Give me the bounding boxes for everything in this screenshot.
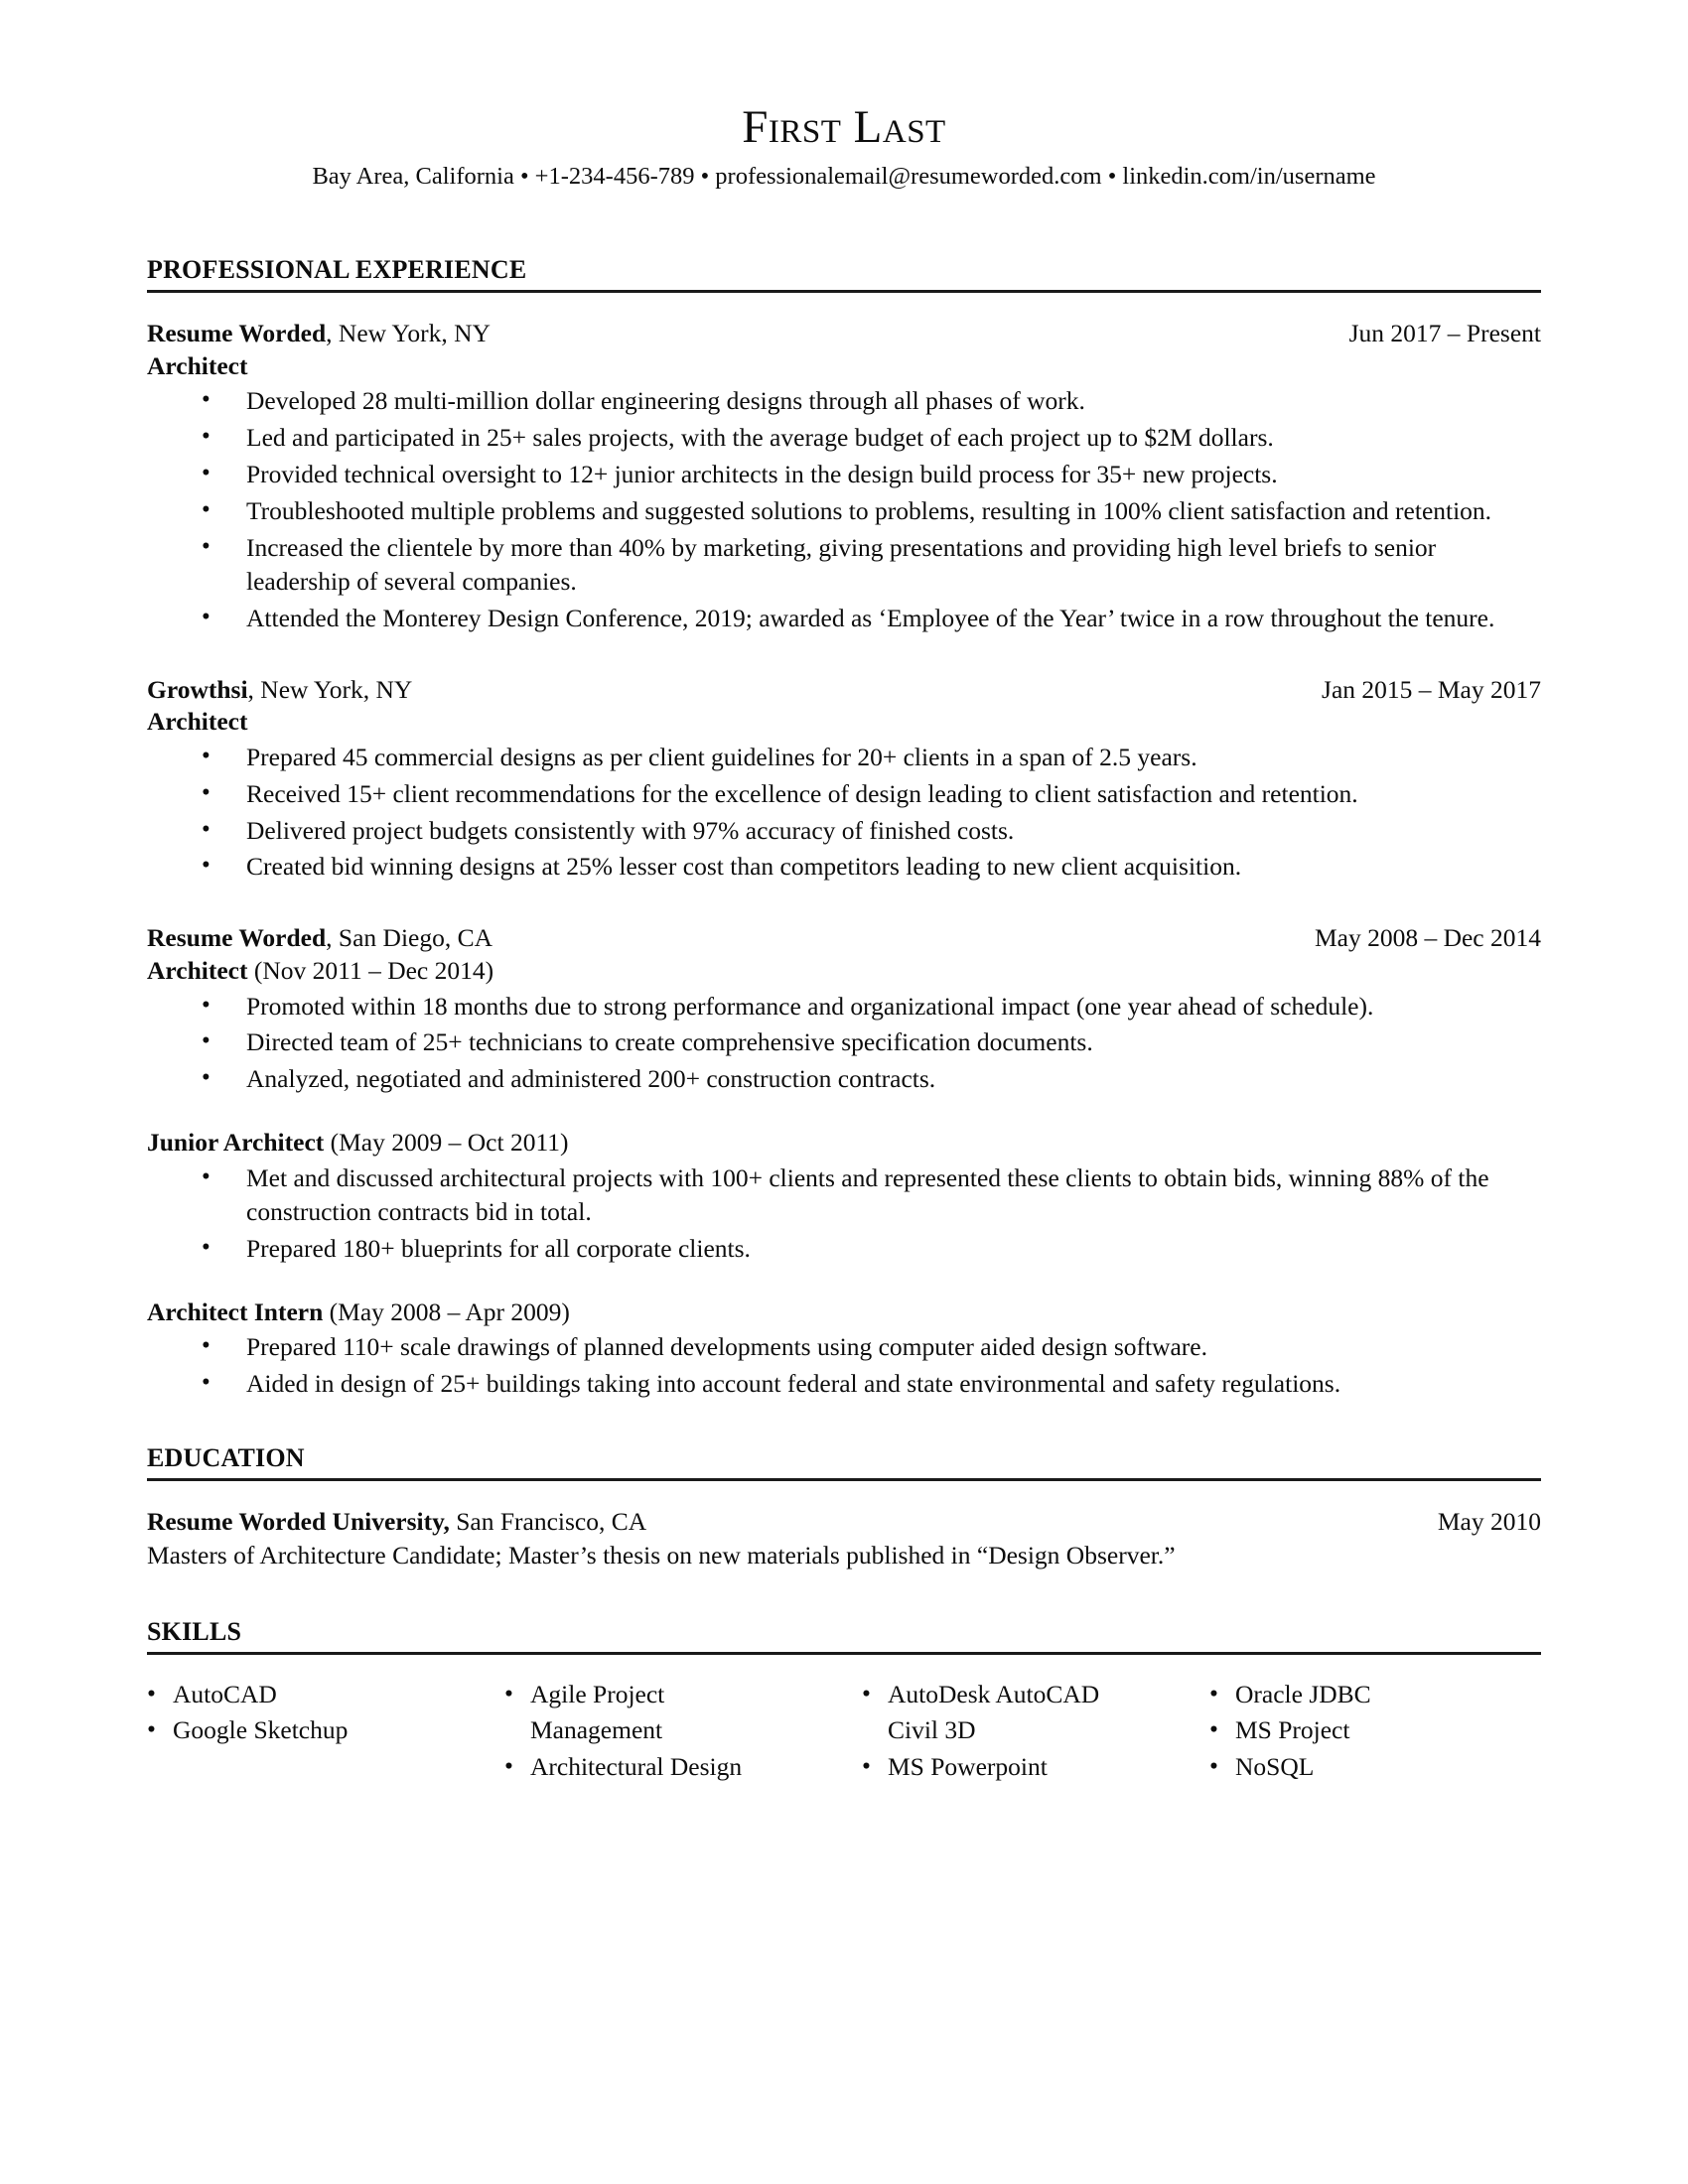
education-section xyxy=(147,1444,1541,1571)
section-heading-skills: SKILLS xyxy=(147,1617,242,1647)
skill-item-continuation: Civil 3D xyxy=(888,1715,976,1745)
job-title xyxy=(147,1128,1541,1159)
section-divider xyxy=(147,1652,1541,1655)
skill-item: • MS Powerpoint xyxy=(862,1750,1209,1784)
section-heading-education: EDUCATION xyxy=(147,1443,305,1472)
school-location: San Francisco, CA xyxy=(449,1506,647,1536)
bullet-item: • Led and participated in 25+ sales projects, with the average budget of each project up to $2M dollars. xyxy=(147,421,1541,455)
job-title xyxy=(147,956,1541,987)
job-title-text: Architect xyxy=(147,707,248,737)
experience-dates: May 2008 – Dec 2014 xyxy=(1314,923,1541,953)
bullet-item: • Prepared 180+ blueprints for all corporate clients. xyxy=(147,1232,1541,1266)
job-title-dates: (May 2009 – Oct 2011) xyxy=(324,1128,569,1158)
job-title-dates: (Nov 2011 – Dec 2014) xyxy=(247,955,494,985)
job-title-text: Architect Intern xyxy=(147,1297,324,1326)
experience-bullets xyxy=(147,384,1541,634)
skills-column xyxy=(147,1678,504,1786)
education-entry xyxy=(147,1507,1541,1572)
job-title xyxy=(147,707,1541,738)
company-name: Growthsi xyxy=(147,674,248,704)
bullet-item: • Created bid winning designs at 25% lesser cost than competitors leading to new client acquisition. xyxy=(147,850,1541,884)
bullet-item: • Attended the Monterey Design Conference, 2019; awarded as ‘Employee of the Year’ twice in a row throughout the tenure. xyxy=(147,602,1541,635)
section-heading-experience: PROFESSIONAL EXPERIENCE xyxy=(147,255,527,285)
experience-entry-header xyxy=(147,319,1541,349)
skills-column xyxy=(1209,1678,1527,1786)
skill-item: • MS Project xyxy=(1209,1713,1527,1747)
bullet-item: • Aided in design of 25+ buildings taking into account federal and state environmental and safety regulations. xyxy=(147,1367,1541,1401)
school-name: Resume Worded University, xyxy=(147,1506,450,1536)
experience-entry-header xyxy=(147,675,1541,706)
experience-entry xyxy=(147,923,1541,1401)
experience-subrole xyxy=(147,1297,1541,1401)
contact-line: Bay Area, California • +1-234-456-789 • professionalemail@resumeworded.com • linkedin.com/in/username xyxy=(312,162,1376,190)
candidate-name: First Last xyxy=(742,101,946,153)
skill-item: • Agile Project xyxy=(504,1678,862,1711)
skill-item: • AutoCAD xyxy=(147,1678,504,1711)
skill-item: • NoSQL xyxy=(1209,1750,1527,1784)
education-entry-header xyxy=(147,1507,1541,1538)
bullet-item: • Increased the clientele by more than 40% by marketing, giving presentations and providing high level briefs to senior leadership of several companies. xyxy=(147,531,1541,599)
education-dates: May 2010 xyxy=(1437,1506,1541,1536)
bullet-item: • Directed team of 25+ technicians to create comprehensive specification documents. xyxy=(147,1025,1541,1059)
job-title-dates: (May 2008 – Apr 2009) xyxy=(323,1297,570,1326)
job-title xyxy=(147,1297,1541,1328)
company-location: , New York, NY xyxy=(326,319,491,348)
skill-item: • AutoDesk AutoCAD xyxy=(862,1678,1209,1711)
experience-bullets xyxy=(147,741,1541,885)
bullet-item: • Troubleshooted multiple problems and suggested solutions to problems, resulting in 100% client satisfaction and retention. xyxy=(147,494,1541,528)
experience-org xyxy=(147,923,492,954)
bullet-item: • Provided technical oversight to 12+ junior architects in the design build process for 35+ new projects. xyxy=(147,458,1541,491)
education-detail: Masters of Architecture Candidate; Master’s thesis on new materials published in “Design Observer.” xyxy=(147,1541,1176,1570)
section-divider xyxy=(147,1478,1541,1481)
bullet-item: • Analyzed, negotiated and administered 200+ construction contracts. xyxy=(147,1062,1541,1096)
company-location: , New York, NY xyxy=(247,674,413,704)
job-title xyxy=(147,351,1541,382)
resume-header xyxy=(147,0,1541,192)
company-name: Resume Worded xyxy=(147,923,327,953)
skill-item: • Oracle JDBC xyxy=(1209,1678,1527,1711)
bullet-item: • Developed 28 multi-million dollar engineering designs through all phases of work. xyxy=(147,384,1541,418)
bullet-item: • Prepared 45 commercial designs as per client guidelines for 20+ clients in a span of 2.5 years. xyxy=(147,741,1541,774)
experience-dates: Jan 2015 – May 2017 xyxy=(1322,674,1541,704)
job-title-text: Junior Architect xyxy=(147,1128,325,1158)
education-school-line xyxy=(147,1507,646,1538)
experience-bullets xyxy=(147,990,1541,1097)
experience-bullets xyxy=(147,1330,1541,1401)
skills-column xyxy=(862,1678,1209,1786)
bullet-item: • Promoted within 18 months due to strong performance and organizational impact (one year ahead of schedule). xyxy=(147,990,1541,1024)
job-title-text: Architect xyxy=(147,350,248,380)
professional-experience-section xyxy=(147,256,1541,1401)
bullet-item: • Met and discussed architectural projects with 100+ clients and represented these clients to obtain bids, winning 88% of the construction contracts bid in total. xyxy=(147,1161,1541,1229)
skill-item: • Architectural Design xyxy=(504,1750,862,1784)
job-title-text: Architect xyxy=(147,955,248,985)
skills-grid xyxy=(147,1678,1541,1786)
experience-org xyxy=(147,319,491,349)
skills-column xyxy=(504,1678,862,1786)
bullet-item: • Prepared 110+ scale drawings of planned developments using computer aided design software. xyxy=(147,1330,1541,1364)
experience-entry-header xyxy=(147,923,1541,954)
experience-entry xyxy=(147,675,1541,885)
experience-dates: Jun 2017 – Present xyxy=(1348,319,1541,348)
experience-entry xyxy=(147,319,1541,635)
company-location: , San Diego, CA xyxy=(326,923,493,953)
section-divider xyxy=(147,290,1541,293)
skills-section xyxy=(147,1618,1541,1786)
experience-org xyxy=(147,675,412,706)
bullet-item: • Delivered project budgets consistently with 97% accuracy of finished costs. xyxy=(147,814,1541,848)
company-name: Resume Worded xyxy=(147,319,327,348)
experience-bullets xyxy=(147,1161,1541,1266)
skill-item: • Google Sketchup xyxy=(147,1713,504,1747)
bullet-item: • Received 15+ client recommendations for the excellence of design leading to client satisfaction and retention. xyxy=(147,777,1541,811)
experience-subrole xyxy=(147,1128,1541,1265)
skill-item-continuation: Management xyxy=(530,1715,663,1745)
